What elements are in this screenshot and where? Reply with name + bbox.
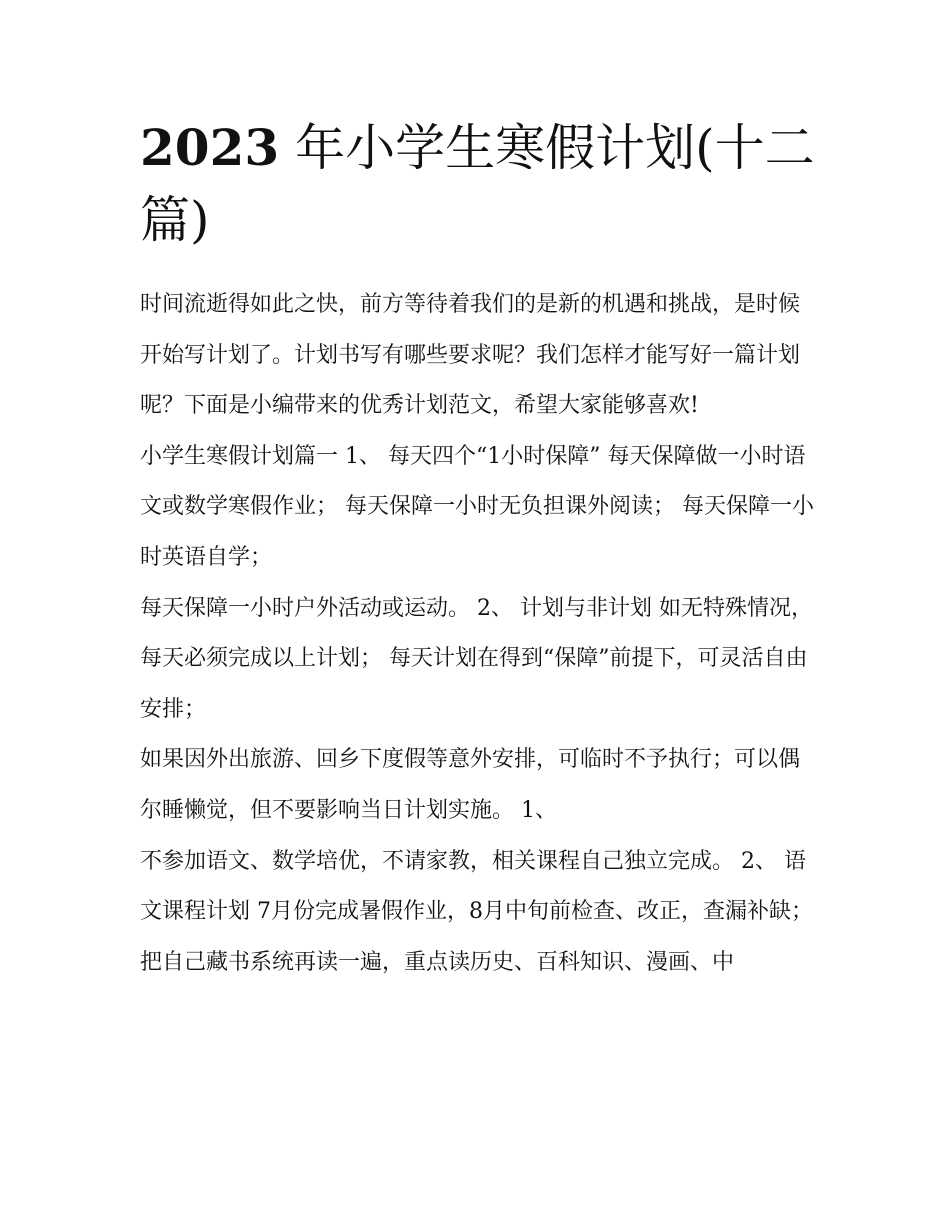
paragraph-plan-outdoor: 每天保障一小时户外活动或运动。 2、 计划与非计划 如无特殊情况，每天必须完成以上计划； 每天计划在得到“保障”前提下，可灵活自由安排；	[140, 595, 813, 722]
document-content	[140, 112, 820, 988]
document-body	[140, 280, 820, 988]
paragraph-plan-exception: 如果因外出旅游、回乡下度假等意外安排，可临时不予执行；可以偶尔睡懒觉，但不要影响当日计划实施。 1、	[140, 747, 801, 823]
title-text: 年小学生寒假计划(十二篇)	[140, 119, 815, 249]
paragraph-plan-one: 小学生寒假计划篇一 1、 每天四个“1小时保障” 每天保障做一小时语文或数学寒假作业； 每天保障一小时无负担课外阅读； 每天保障一小时英语自学；	[140, 443, 814, 570]
paragraph-plan-courses: 不参加语文、数学培优，不请家教，相关课程自己独立完成。 2、 语文课程计划 7月份完成暑假作业，8月中旬前检查、改正，查漏补缺；	[140, 848, 813, 925]
paragraph-plan-reading: 把自己藏书系统再读一遍，重点读历史、百科知识、漫画、中	[140, 949, 735, 975]
paragraph-intro: 时间流逝得如此之快，前方等待着我们的是新的机遇和挑战，是时候开始写计划了。计划书写有哪些要求呢？我们怎样才能写好一篇计划呢？下面是小编带来的优秀计划范文，希望大家能够喜欢!	[140, 292, 801, 419]
document-title	[140, 112, 820, 256]
title-year: 2023	[140, 118, 280, 177]
